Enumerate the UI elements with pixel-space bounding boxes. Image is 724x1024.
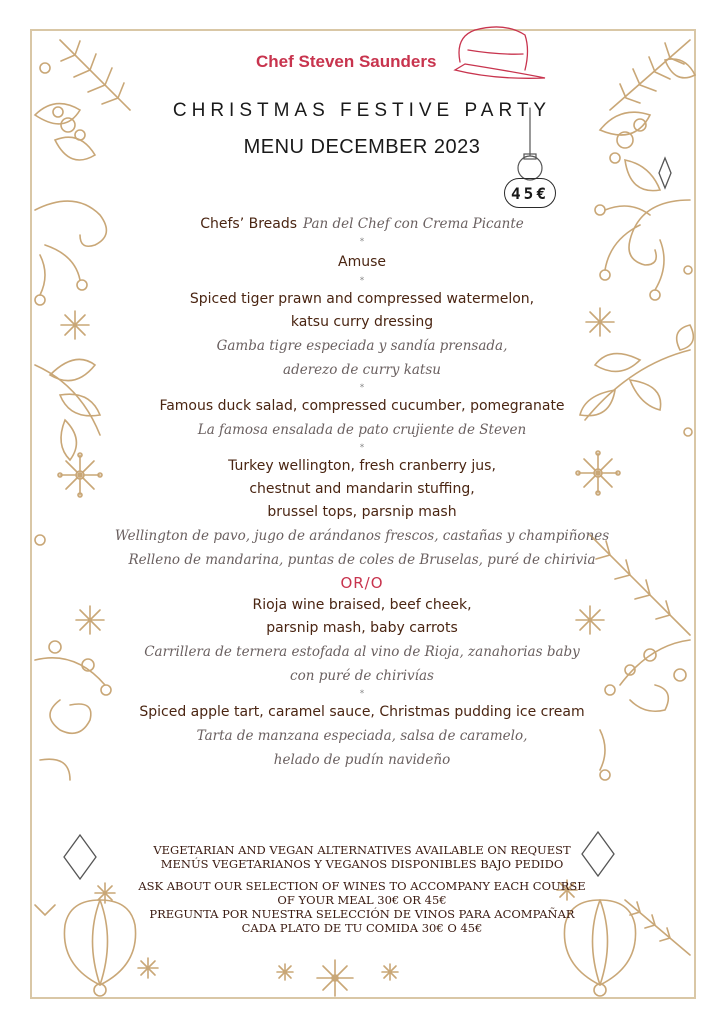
course3-en-line1: Turkey wellington, fresh cranberry jus, xyxy=(228,458,496,474)
course4-es-line2: con puré de chirivías xyxy=(290,668,434,684)
wine-note-es-line2: CADA PLATO DE TU COMIDA 30€ O 45€ xyxy=(241,921,483,935)
course1-es-line2: aderezo de curry katsu xyxy=(283,362,441,378)
menu-courses xyxy=(60,213,664,772)
price-badge: 45€ xyxy=(504,178,556,208)
course3-en-line2: chestnut and mandarin stuffing, xyxy=(249,481,475,497)
course3-en-line3: brussel tops, parsnip mash xyxy=(267,504,457,520)
wine-note-es-line1: PREGUNTA POR NUESTRA SELECCIÓN DE VINOS PARA ACOMPAÑAR xyxy=(149,907,575,921)
course2-en-line1: Famous duck salad, compressed cucumber, pomegranate xyxy=(159,398,565,414)
amuse-item: Amuse xyxy=(338,254,386,270)
course1-en-line1: Spiced tiger prawn and compressed watermelon, xyxy=(189,291,535,307)
separator: * xyxy=(359,689,365,699)
course3-es-line2: Relleno de mandarina, puntas de coles de Bruselas, puré de chirivia xyxy=(128,552,596,568)
breads-es: Pan del Chef con Crema Picante xyxy=(303,216,524,232)
separator: * xyxy=(359,443,365,453)
dessert-en-line1: Spiced apple tart, caramel sauce, Christmas pudding ice cream xyxy=(139,704,585,720)
course2-es-line1: La famosa ensalada de pato crujiente de Steven xyxy=(197,422,527,438)
dessert-es-line1: Tarta de manzana especiada, salsa de caramelo, xyxy=(196,728,528,744)
course4-es-line1: Carrillera de ternera estofada al vino de Rioja, zanahorias baby xyxy=(144,644,580,660)
veg-note-en: VEGETARIAN AND VEGAN ALTERNATIVES AVAILABLE ON REQUEST xyxy=(153,843,571,857)
separator: * xyxy=(359,383,365,393)
brand-name: Chef Steven Saunders xyxy=(256,52,437,71)
wine-note-en-line2: OF YOUR MEAL 30€ OR 45€ xyxy=(277,893,447,907)
dessert-es-line2: helado de pudín navideño xyxy=(273,752,451,768)
separator: * xyxy=(359,237,365,247)
menu-notes xyxy=(60,843,664,935)
course4-en-line2: parsnip mash, baby carrots xyxy=(266,620,458,636)
course1-es-line1: Gamba tigre especiada y sandía prensada, xyxy=(216,338,508,354)
menu-title: CHRISTMAS FESTIVE PARTY xyxy=(172,100,552,121)
wine-note-en-line1: ASK ABOUT OUR SELECTION OF WINES TO ACCOMPANY EACH COURSE xyxy=(138,879,586,893)
menu-subtitle: MENU DECEMBER 2023 xyxy=(243,136,481,158)
breads-en: Chefs’ Breads xyxy=(200,216,298,232)
or-label: OR/O xyxy=(340,574,384,592)
breads-item xyxy=(60,213,664,236)
course1-en-line2: katsu curry dressing xyxy=(290,314,434,330)
course3-es-line1: Wellington de pavo, jugo de arándanos frescos, castañas y champiñones xyxy=(114,528,610,544)
separator: * xyxy=(359,276,365,286)
course4-en-line1: Rioja wine braised, beef cheek, xyxy=(252,597,472,613)
veg-note-es: MENÚS VEGETARIANOS Y VEGANOS DISPONIBLES BAJO PEDIDO xyxy=(160,857,564,871)
